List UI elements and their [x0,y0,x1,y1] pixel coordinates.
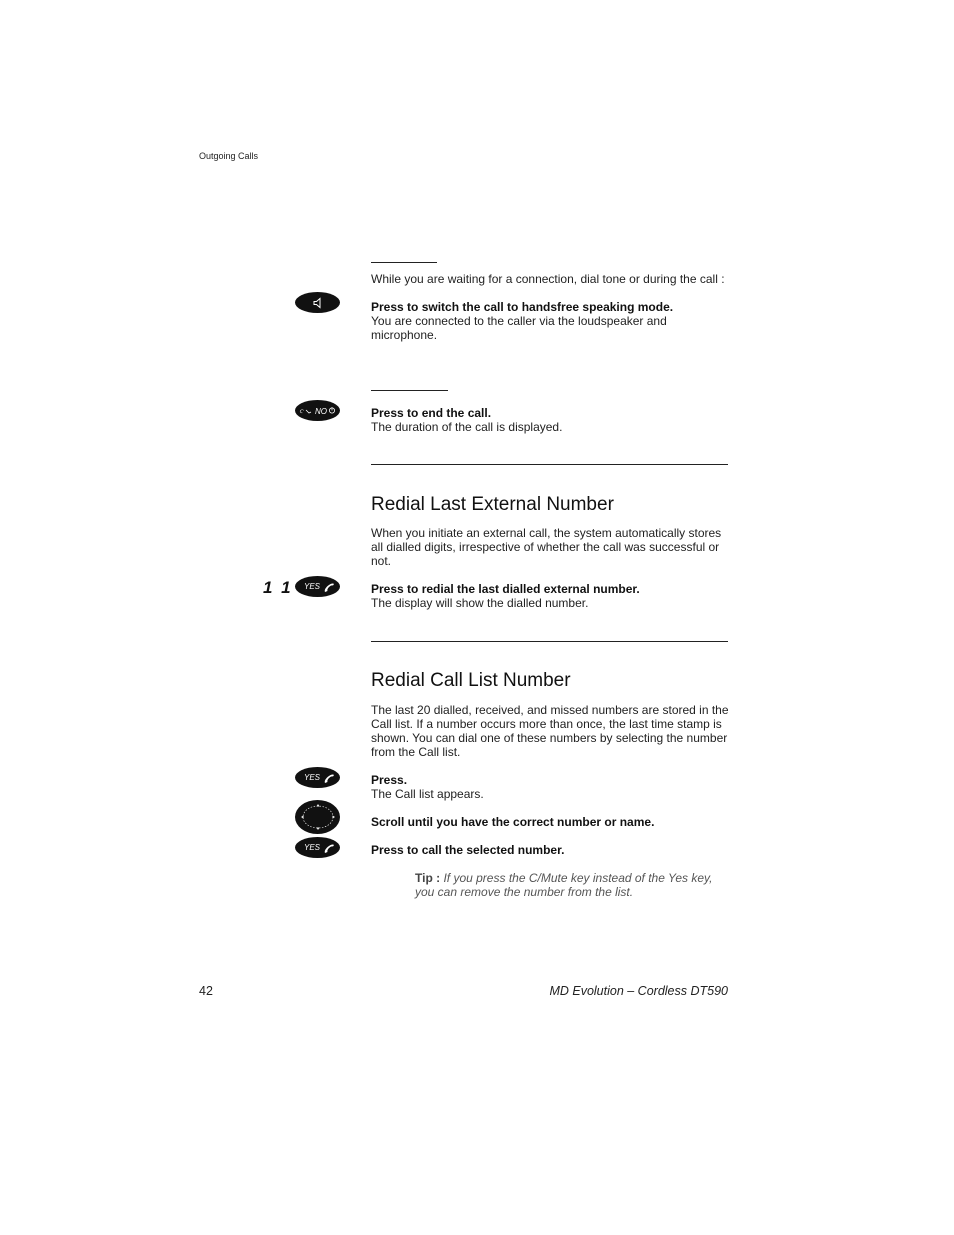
no-key-icon [298,404,338,418]
digit-sequence: 1 1 [263,578,293,597]
section-divider [371,641,728,642]
navigation-key-icon [298,802,338,832]
tip-label: Tip : [415,871,441,885]
yes-key-icon [298,771,338,785]
redial-external-intro: When you initiate an external call, the system automatically stores all dialled digits, irrespective of whether the call was successful or not. [371,526,722,568]
redial-call-list-intro: The last 20 dialled, received, and missed numbers are stored in the Call list. If a number occurs more than once, the last time stamp is shown. You can dial one of these numbers by selecting the number from the Call list. [371,703,729,759]
running-header: Outgoing Calls [199,151,259,161]
no-key-label: NO [314,406,327,416]
section-title-redial-call-list: Redial Call List Number [371,670,571,691]
yes-key [295,837,340,858]
page-number: 42 [199,984,213,998]
yes-key-label: YES [303,581,320,591]
yes-key-label: YES [303,772,320,782]
step-2-action: Scroll until you have the correct number or name. [371,815,655,829]
yes-key [295,576,340,597]
end-call-action: Press to end the call. [371,406,492,420]
tip-note [415,871,733,899]
no-key [295,400,340,421]
section-divider-short [371,390,448,391]
yes-key-icon [298,580,338,594]
section-divider-short [371,262,437,263]
section-divider [371,464,728,465]
yes-key-label: YES [303,842,320,852]
handsfree-detail: You are connected to the caller via the loudspeaker and microphone. [371,314,667,342]
step-1-action: Press. [371,773,408,787]
yes-key [295,767,340,788]
footer-title: MD Evolution – Cordless DT590 [549,984,728,998]
handsfree-intro: While you are waiting for a connection, dial tone or during the call : [371,272,725,286]
speaker-key [295,292,340,313]
svg-text:C: C [298,407,304,415]
end-call-detail: The duration of the call is displayed. [371,420,563,434]
navigation-key [295,800,340,834]
step-1-detail: The Call list appears. [371,787,484,801]
redial-external-detail: The display will show the dialled number. [371,596,589,610]
yes-key-icon [298,841,338,855]
section-title-redial-external: Redial Last External Number [371,494,614,515]
step-3-action: Press to call the selected number. [371,843,565,857]
tip-text: If you press the C/Mute key instead of the Yes key, you can remove the number from the list. [415,871,713,899]
speaker-icon [312,297,324,309]
redial-external-action: Press to redial the last dialled external number. [371,582,640,596]
handsfree-action: Press to switch the call to handsfree speaking mode. [371,300,674,314]
